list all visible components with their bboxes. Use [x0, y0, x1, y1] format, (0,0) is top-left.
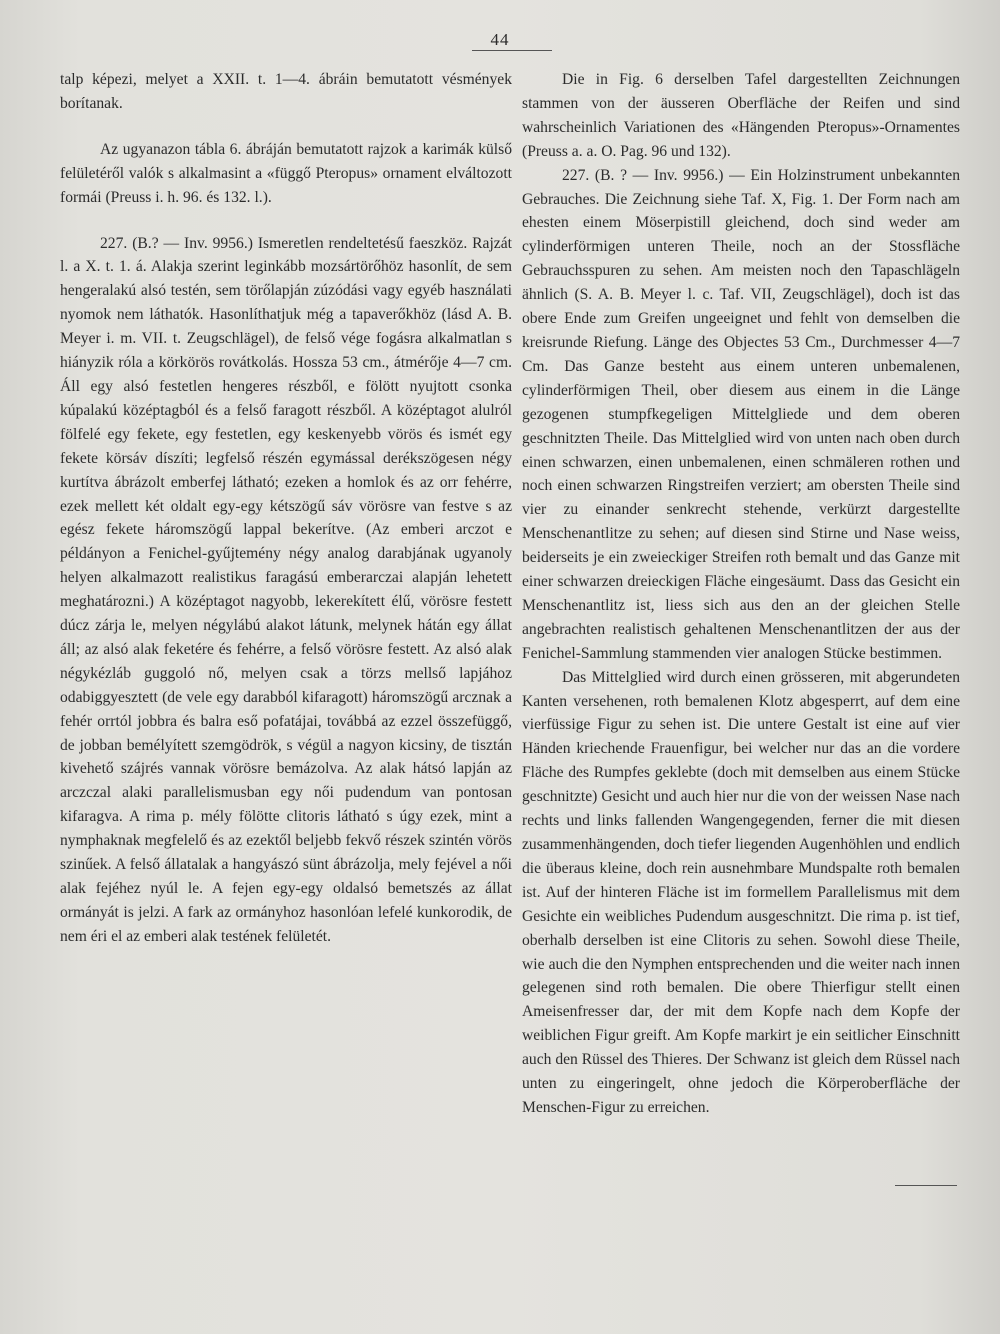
- hu-paragraph-continuation: talp képezi, melyet a XXII. t. 1—4. ábráin bemutatott vésmények borítanak.: [60, 71, 512, 112]
- german-column: [522, 68, 960, 1120]
- de-paragraph-figure-6: Die in Fig. 6 derselben Tafel dargestellten Zeichnungen stammen von der äusseren Oberfläche der Reifen und sind wahrscheinlich Variationen des «Hängenden Pteropus»-Ornamentes (Preuss a. a. O. Pag. 96 und 132).: [522, 71, 960, 160]
- de-paragraph-item-227: 227. (B. ? — Inv. 9956.) — Ein Holzinstrument unbekannten Gebrauches. Die Zeichnung siehe Taf. X, Fig. 1. Der Form nach am ehesten einem Möserpistill gleichend, doch sind weder am cylinderförmigen unteren Theile, noch an der Stossfläche Gebrauchsspuren zu sehen. Am meisten noch den Tapaschlägeln ähnlich (S. A. B. Meyer l. c. Taf. VII, Zeugschlägel), doch ist das obere Ende zum Greifen ungeeignet und fehlt von demselben die kreisrunde Riefung. Länge des Objectes 53 Cm., Durchmesser 4—7 Cm. Das Ganze besteht aus einem unteren unbemalenen, cylinderförmigen Theil, ober diesem aus einem in die Länge gezogenen stumpfkegeligen Mittelgliede und dem oberen geschnitzten Theile. Das Mittelglied wird von unten nach oben durch einen schwarzen, einen unbemalenen, einen schmäleren rothen und noch einen schwarzen Ringstreifen verziert; am obersten Theile sind vier zu einander senkrecht stehende, verkürzt dargestellte Menschenantlitze zu sehen; auf diesen sind Stirne und Nase weiss, beiderseits je ein zweieckiger Streifen roth bemalt und das Ganze mit einer schwarzen dreieckigen Fläche eingesäumt. Dass das Gesicht ein Menschenantlitz ist, liess sich aus den an der gleichen Stelle angebrachten realistisch gehaltenen Menschenantlitzen der aus der Fenichel-Sammlung stammenden vier analogen Stücke bestimmen.: [522, 166, 960, 662]
- de-paragraph-mittelglied: Das Mittelglied wird durch einen grösseren, mit abgerundeten Kanten versehenen, roth bemalenen Klotz abgesperrt, auf dem eine vierfüssige Figur zu sehen ist. Die untere Gestalt ist eine auf vier Händen kriechende Frauenfigur, bei welcher nur das an die vordere Fläche des Rumpfes geklebte (doch mit demselben aus einem Stücke geschnitzte) Gesicht und auch hier nur die von der weissen Nase nach rechts und links fallenden Wangengegenden, ferner die mit diesen zusammenhängenden, doch tiefer liegenden Augenhöhlen und endlich die überaus kleine, doch rein ausnehmbare Mundspalte roth bemalen ist. Auf der hinteren Fläche ist im formellem Parallelismus mit dem Gesichte ein weibliches Pudendum ausgeschnitzt. Die rima p. ist tief, oberhalb derselben ist eine Clitoris zu sehen. Sowohl diese Theile, wie auch die den Nymphen entsprechenden und die weiter nach innen gelegenen sind roth bemalen. Die obere Thierfigur stellt einen Ameisenfresser dar, der mit dem Kopfe nach dem Kopfe der weiblichen Figur greift. Am Kopfe markirt je ein seitlicher Einschnitt auch den Rüssel des Thieres. Der Schwanz ist gleich dem Rüssel nach unten zu eingeringelt, ohne jedoch die Körperoberfläche der Menschen-Figur zu erreichen.: [522, 668, 960, 1116]
- hu-paragraph-item-227: 227. (B.? — Inv. 9956.) Ismeretlen rendeltetésű faeszköz. Rajzát l. a X. t. 1. á. Alakja szerint leginkább mozsártörőhöz hasonlít, de sem hengeralakú alsó testén, sem törőlapján zúzódási vagy egyéb használati nyomok nem láthatók. Hasonlíthatjuk még a tapaverőkhöz (lásd A. B. Meyer i. m. VII. t. Zeugschlägel), de felső vége fogásra alkalmatlan s hiányzik róla a körkörös rovátkolás. Hossza 53 cm., átmérője 4—7 cm. Áll egy alsó festetlen hengeres részből, e fölött nyujtott csonka kúpalakú középtagból és a felső faragott részből. A középtagot alulról fölfelé egy fekete, egy festetlen, egy keskenyebb vörös és ismét egy fekete körsáv díszíti; legfelső részén egymással derékszögesen négy kurtítva ábrázolt emberfej látható; ezeken a homlok és az orr fehérre, ezek mellett két oldalt egy-egy kétszögű sáv vörösre van festve s az egész fekete háromszögű lappal bekerítve. (Az emberi arczot e példányon a Fenichel-gyűjtemény négy analog darabjának ugyanoly helyen alkalmazott realistikus faragású emberarczai alapján lehetett meghatározni.) A középtagot nagyobb, lekerekített élű, vörösre festett dúcz zárja le, melyen négylábú alakot látunk, melynek hátán egy állat áll; az alsó alak feketére és fehérre, a felső vörösre festett. Az alsó alak négykézláb guggoló nő, melyen csak a törzs mellső lapjához odabiggyesztett (de vele egy darabból kifaragott) háromszögű arcznak a fehér orrtól jobbra és balra eső pofatájai, továbbá az ezzel összefüggő, de jobban bemélyített szemgödrök, s végül a nagyon kicsiny, de tisztán kivehető szájrés vannak vörösre bemázolva. Az alak hátsó lapján az arczczal alaki parallelismusban egy női pudendum van pontosan kifaragva. A rima p. mély fölötte clitoris látható s úgy ezek, mint a nymphaknak megfelelő és az ezektől beljebb fekvő részek szintén vörös szinűek. A felső állatalak a hangyászó sünt ábrázolja, mely fejével a női alak fejéhez nyúl le. A fejen egy-egy oldalsó bemetszés az állat ormányát is jelzi. A fark az ormányhoz hasonlóan lefelé kunkorodik, de nem éri el az emberi alak testének felületét.: [60, 234, 512, 945]
- hungarian-column: [60, 68, 512, 949]
- end-rule: [895, 1185, 957, 1186]
- page-number: 44: [490, 30, 510, 49]
- hu-paragraph-figure-6: Az ugyanazon tábla 6. ábráján bemutatott rajzok a karimák külső felületéről valók s alkalmasint a «függő Pteropus» ornament elváltozott formái (Preuss i. h. 96. és 132. l.).: [60, 140, 512, 206]
- page-number-rule: [472, 50, 552, 51]
